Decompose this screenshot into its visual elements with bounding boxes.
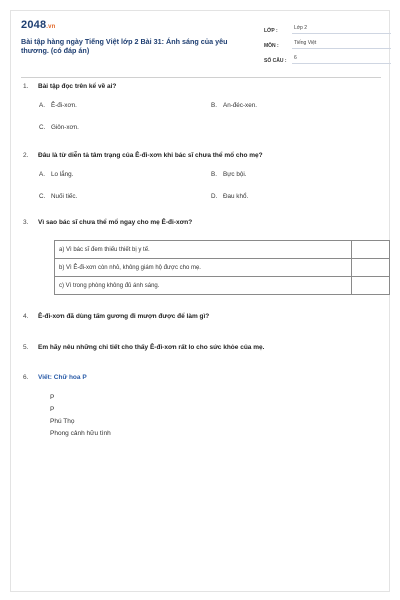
meta-row-subject xyxy=(264,36,391,49)
writing-line: Phú Thọ xyxy=(50,418,75,425)
question-text: Vì sao bác sĩ chưa thể mổ ngay cho mẹ Ê-đi-xơn? xyxy=(38,219,193,226)
option-1c[interactable]: C. Giôn-xơn. xyxy=(39,124,79,131)
option-2c[interactable]: C. Nuối tiếc. xyxy=(39,193,78,200)
table-row xyxy=(55,259,390,277)
logo-main: 2048 xyxy=(21,19,47,31)
writing-line: P xyxy=(50,394,55,401)
meta-value-class: Lớp 2 xyxy=(292,25,391,34)
question-number: 3. xyxy=(23,219,29,226)
option-2b[interactable]: B. Bực bội. xyxy=(211,171,247,178)
option-1a[interactable]: A. Ê-đi-xơn. xyxy=(39,102,77,109)
meta-label-count: SỐ CÂU : xyxy=(264,58,287,64)
question-number: 2. xyxy=(23,152,29,159)
statement-cell: a) Vì bác sĩ đem thiếu thiết bị y tế. xyxy=(55,241,352,259)
true-false-table xyxy=(54,240,390,295)
logo-suffix: .vn xyxy=(46,24,56,30)
meta-label-subject: MÔN : xyxy=(264,43,279,49)
answer-cell[interactable] xyxy=(352,241,390,259)
site-logo[interactable] xyxy=(21,19,56,31)
question-number: 4. xyxy=(23,313,29,320)
meta-row-class xyxy=(264,21,391,34)
writing-line: P xyxy=(50,406,55,413)
question-text: Bài tập đọc trên kể về ai? xyxy=(38,83,117,90)
question-text: Ê-đi-xơn đã dùng tấm gương đi mượn được để làm gì? xyxy=(38,313,210,320)
meta-label-class: LỚP : xyxy=(264,28,278,34)
worksheet-page xyxy=(10,10,390,592)
meta-value-count: 6 xyxy=(292,55,391,64)
statement-cell: c) Vì trong phòng không đủ ánh sáng. xyxy=(55,277,352,295)
meta-row-count xyxy=(264,51,391,64)
writing-line: Phong cảnh hữu tình xyxy=(50,430,111,437)
option-1b[interactable]: B. An-đéc-xen. xyxy=(211,102,257,109)
header xyxy=(21,17,381,69)
meta-panel xyxy=(264,21,391,66)
question-number: 5. xyxy=(23,344,29,351)
meta-value-subject: Tiếng Việt xyxy=(292,40,391,49)
header-divider xyxy=(21,77,381,78)
option-2a[interactable]: A. Lo lắng. xyxy=(39,171,74,178)
document-title: Bài tập hàng ngày Tiếng Việt lớp 2 Bài 31: Ánh sáng của yêu thương. (có đáp án) xyxy=(21,37,228,55)
table-row xyxy=(55,277,390,295)
question-text: Viết: Chữ hoa P xyxy=(38,374,87,381)
answer-cell[interactable] xyxy=(352,259,390,277)
table-row xyxy=(55,241,390,259)
question-text: Đâu là từ diễn tả tâm trạng của Ê-đi-xơn khi bác sĩ chưa thể mổ cho mẹ? xyxy=(38,152,263,159)
question-number: 1. xyxy=(23,83,29,90)
option-2d[interactable]: D. Đau khổ. xyxy=(211,193,249,200)
question-number: 6. xyxy=(23,374,29,381)
question-text: Em hãy nêu những chi tiết cho thấy Ê-đi-xơn rất lo cho sức khỏe của mẹ. xyxy=(38,344,265,351)
statement-cell: b) Vì Ê-đi-xơn còn nhỏ, không giám hộ được cho mẹ. xyxy=(55,259,352,277)
answer-cell[interactable] xyxy=(352,277,390,295)
